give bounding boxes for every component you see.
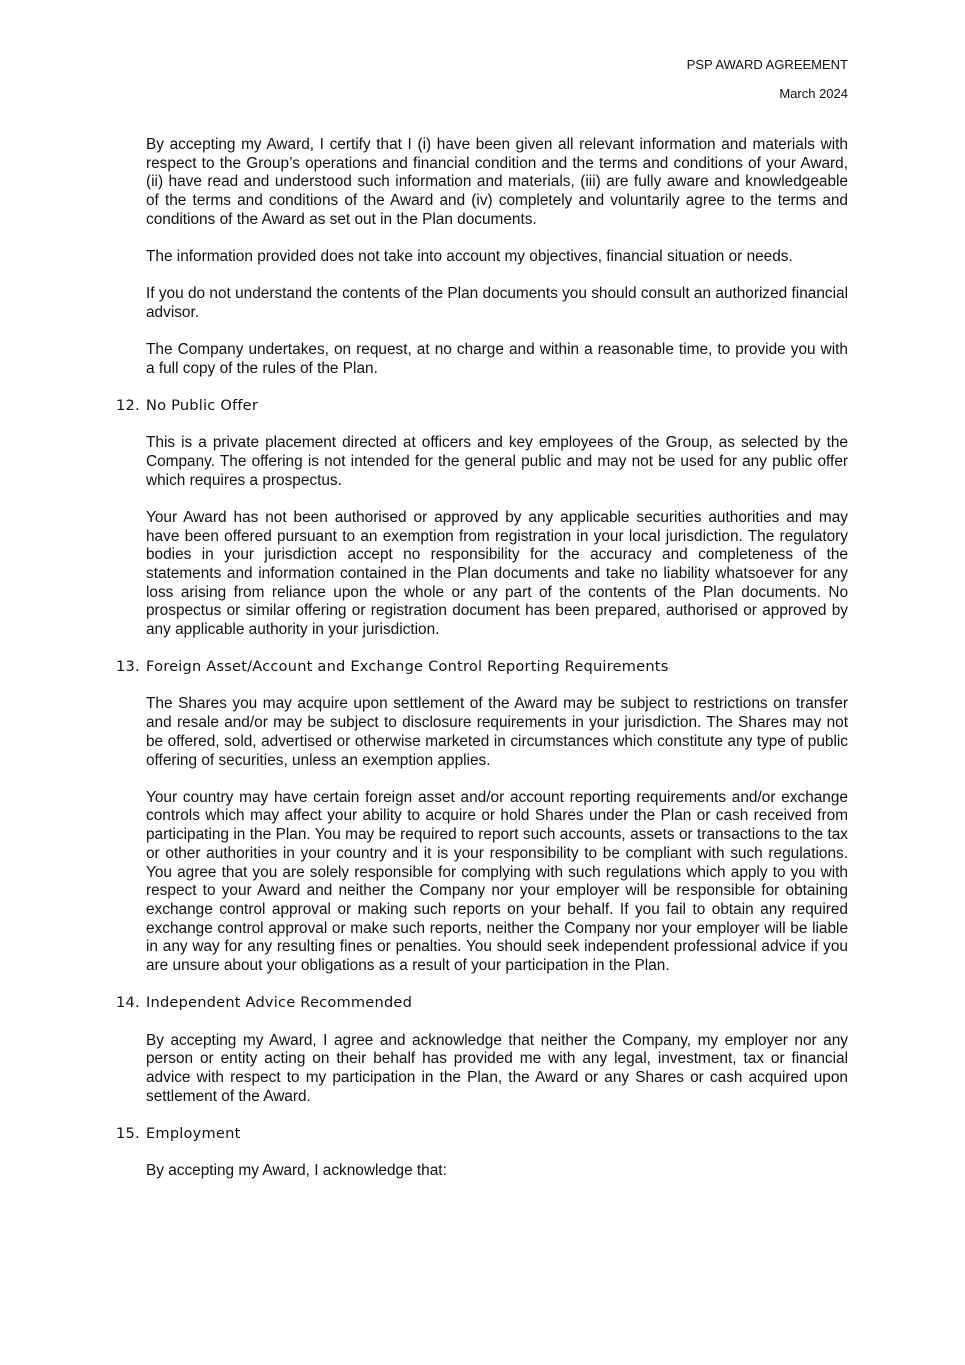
page-header	[687, 57, 848, 102]
section-heading-13	[116, 658, 848, 677]
section-number: 14.	[116, 994, 140, 1012]
document-title: PSP AWARD AGREEMENT	[686, 57, 848, 72]
section-paragraph: By accepting my Award, I acknowledge that:	[146, 1162, 447, 1180]
section-heading-15	[116, 1124, 848, 1144]
section-heading-12	[116, 397, 848, 416]
section-paragraph: This is a private placement directed at officers and key employees of the Group, as selected by the Company. The offering is not intended for the general public and may not be used for any public offer which requires a prospectus.	[146, 434, 848, 489]
section-title: Independent Advice Recommended	[146, 994, 413, 1012]
section-title: Foreign Asset/Account and Exchange Control Reporting Requirements	[146, 658, 669, 676]
section-paragraph: Your Award has not been authorised or approved by any applicable securities authorities and may have been offered pursuant to an exemption from registration in your local jurisdiction. The regulatory bodies in your jurisdiction accept no responsibility for the accuracy and completeness of the statements and information contained in the Plan documents and take no liability whatsoever for any loss arising from reliance upon the whole or any part of the contents of the Plan documents. No prospectus or similar offering or registration document has been prepared, authorised or approved by any applicable authority in your jurisdiction.	[146, 508, 848, 639]
intro-paragraph: The Company undertakes, on request, at no charge and within a reasonable time, to provide you with a full copy of the rules of the Plan.	[146, 341, 848, 377]
intro-paragraph: If you do not understand the contents of the Plan documents you should consult an authorized financial advisor.	[146, 285, 848, 321]
intro-paragraph: By accepting my Award, I certify that I (i) have been given all relevant information and materials with respect to the Group’s operations and financial condition and the terms and conditions of your Award, (ii) have read and understood such information and materials, (iii) are fully aware and knowledgeable of the terms and conditions of the Award and (iv) completely and voluntarily agree to the terms and conditions of the Award as set out in the Plan documents.	[146, 136, 848, 228]
section-paragraph: Your country may have certain foreign asset and/or account reporting requirements and/or exchange controls which may affect your ability to acquire or hold Shares under the Plan or cash received from participating in the Plan. You may be required to report such accounts, assets or transactions to the tax or other authorities in your country and it is your responsibility to be compliant with such regulations. You agree that you are solely responsible for complying with such regulations which apply to you with respect to your Award and neither the Company nor your employer will be responsible for obtaining exchange control approval or making such reports on your behalf. If you fail to obtain any required exchange control approval or make such reports, neither the Company nor your employer will be liable in any way for any resulting fines or penalties. You should seek independent professional advice if you are unsure about your obligations as a result of your participation in the Plan.	[146, 788, 848, 975]
section-number: 12.	[116, 397, 140, 415]
section-title: No Public Offer	[146, 397, 259, 415]
section-paragraph: The Shares you may acquire upon settlement of the Award may be subject to restrictions on transfer and resale and/or may be subject to disclosure requirements in your jurisdiction. The Shares may not be offered, sold, advertised or otherwise marketed in circumstances which constitute any type of public offering of securities, unless an exemption applies.	[146, 695, 848, 769]
document-body	[116, 136, 848, 1199]
intro-paragraph: The information provided does not take into account my objectives, financial situation or needs.	[146, 248, 793, 266]
section-number: 15.	[116, 1124, 140, 1142]
document-date: March 2024	[779, 86, 848, 101]
section-title: Employment	[146, 1124, 241, 1142]
section-heading-14	[116, 994, 848, 1013]
section-paragraph: By accepting my Award, I agree and acknowledge that neither the Company, my employer nor any person or entity acting on their behalf has provided me with any legal, investment, tax or financial advice with respect to my participation in the Plan, the Award or any Shares or cash acquired upon settlement of the Award.	[146, 1031, 848, 1105]
section-number: 13.	[116, 658, 140, 676]
